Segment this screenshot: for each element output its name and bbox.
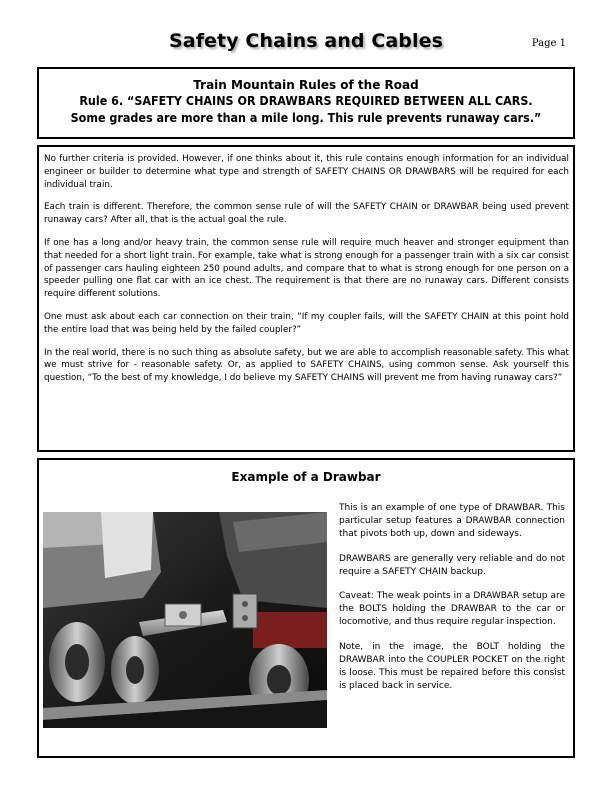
- example-box: [37, 458, 575, 758]
- example-description: [339, 502, 565, 704]
- drawbar-photo: [43, 512, 327, 728]
- body-text-box: [37, 145, 575, 452]
- body-paragraph: In the real world, there is no such thing as absolute safety, but we are able to accomplish reasonable safety. This what we must strive for - reasonable safety. Or, as applied to SAFETY CHAINS, using common sense. Ask yourself this question, “To the best of my knowledge, I do believe my SAFETY CHAINS will prevent me from having runaway cars?”: [44, 347, 569, 384]
- rule-heading: Train Mountain Rules of the Road: [193, 78, 419, 92]
- example-paragraph: DRAWBARS are generally very reliable and do not require a SAFETY CHAIN backup.: [339, 553, 565, 577]
- drawbar-photo-illustration: [43, 512, 327, 728]
- rule-text-line2: Some grades are more than a mile long. This rule prevents runaway cars.”: [70, 111, 542, 125]
- example-paragraph: Note, in the image, the BOLT holding the DRAWBAR into the COUPLER POCKET on the right is loose. This must be repaired before this consist is placed back in service.: [339, 641, 565, 692]
- rule-text-line1: Rule 6. “SAFETY CHAINS OR DRAWBARS REQUIRED BETWEEN ALL CARS.: [79, 94, 533, 108]
- rule-box: [37, 67, 575, 139]
- body-paragraph: If one has a long and/or heavy train, the common sense rule will require much heaver and stronger equipment than that needed for a short light train. For example, take what is strong enough for a passenger train with a six car consist of passenger cars hauling eighteen 250 pound adults, and compare that to what is strong enough for one person on a speeder pulling one flat car with an ice chest. The requirement is that there are no runaway cars. Different consists require different solutions.: [44, 237, 569, 300]
- body-paragraph: One must ask about each car connection on their train, “If my coupler fails, will the SAFETY CHAIN at this point hold the entire load that was being held by the failed coupler?”: [44, 311, 569, 335]
- example-title: Example of a Drawbar: [231, 470, 381, 484]
- page-number: Page 1: [531, 38, 566, 49]
- body-paragraph: No further criteria is provided. However, if one thinks about it, this rule contains enough information for an individual engineer or builder to determine what type and strength of SAFETY CHAINS OR DRAWBARS will be required for each individual train.: [44, 154, 569, 190]
- body-paragraph: Each train is different. Therefore, the common sense rule of will the SAFETY CHAIN or DRAWBAR being used prevent runaway cars? After all, that is the actual goal the rule.: [44, 202, 569, 226]
- example-paragraph: This is an example of one type of DRAWBAR. This particular setup features a DRAWBAR connection that pivots both up, down and sideways.: [339, 503, 565, 540]
- example-paragraph: Caveat: The weak points in a DRAWBAR setup are the BOLTS holding the DRAWBAR to the car or locomotive, and thus require regular inspection.: [339, 591, 565, 628]
- page-title: Safety Chains and Cables: [168, 30, 444, 52]
